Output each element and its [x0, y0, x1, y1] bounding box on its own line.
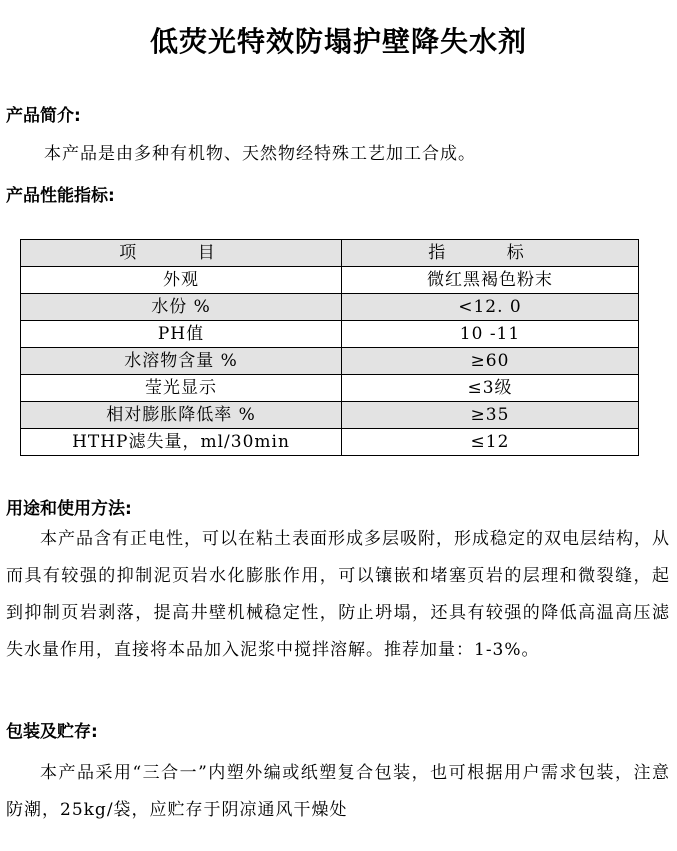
usage-heading: 用途和使用方法: — [6, 499, 132, 519]
spec-value: ≥35 — [342, 402, 639, 429]
spec-item: PH值 — [21, 321, 342, 348]
spec-item: 莹光显示 — [21, 375, 342, 402]
packaging-section — [6, 755, 670, 829]
packaging-heading: 包装及贮存: — [6, 722, 98, 742]
spec-item: 外观 — [21, 267, 342, 294]
spec-value: 微红黑褐色粉末 — [342, 267, 639, 294]
usage-section — [6, 521, 670, 669]
table-row — [21, 375, 639, 402]
intro-heading: 产品简介: — [6, 106, 81, 126]
spec-item: HTHP滤失量，ml/30min — [21, 429, 342, 456]
document-title: 低荧光特效防塌护壁降失水剂 — [149, 25, 527, 58]
usage-text: 本产品含有正电性，可以在粘土表面形成多层吸附，形成稳定的双电层结构，从而具有较强的抑制泥页岩水化膨胀作用，可以镶嵌和堵塞页岩的层理和微裂缝，起到抑制页岩剥落，提高井壁机械稳定性，防止坍塌，还具有较强的降低高温高压滤失水量作用，直接将本品加入泥浆中搅拌溶解。推荐加量：1-3%。 — [6, 529, 670, 660]
spec-value: ≤12 — [342, 429, 639, 456]
spec-value: ≤3级 — [342, 375, 639, 402]
table-row — [21, 429, 639, 456]
table-row — [21, 267, 639, 294]
intro-text: 本产品是由多种有机物、天然物经特殊工艺加工合成。 — [44, 144, 476, 164]
column-header-item: 项 目 — [21, 240, 342, 267]
table-row — [21, 402, 639, 429]
packaging-text: 本产品采用“三合一”内塑外编或纸塑复合包装，也可根据用户需求包装，注意防潮，25kg/袋，应贮存于阴凉通风干燥处 — [6, 763, 670, 820]
spec-value: ≥60 — [342, 348, 639, 375]
table-row — [21, 294, 639, 321]
specs-heading: 产品性能指标: — [6, 186, 115, 206]
table-row — [21, 321, 639, 348]
spec-item: 相对膨胀降低率 % — [21, 402, 342, 429]
spec-value: <12. 0 — [342, 294, 639, 321]
column-header-value: 指 标 — [342, 240, 639, 267]
spec-item: 水溶物含量 % — [21, 348, 342, 375]
spec-item: 水份 % — [21, 294, 342, 321]
table-row — [21, 348, 639, 375]
spec-table — [20, 239, 639, 456]
spec-table-header — [21, 240, 639, 267]
spec-value: 10 -11 — [342, 321, 639, 348]
